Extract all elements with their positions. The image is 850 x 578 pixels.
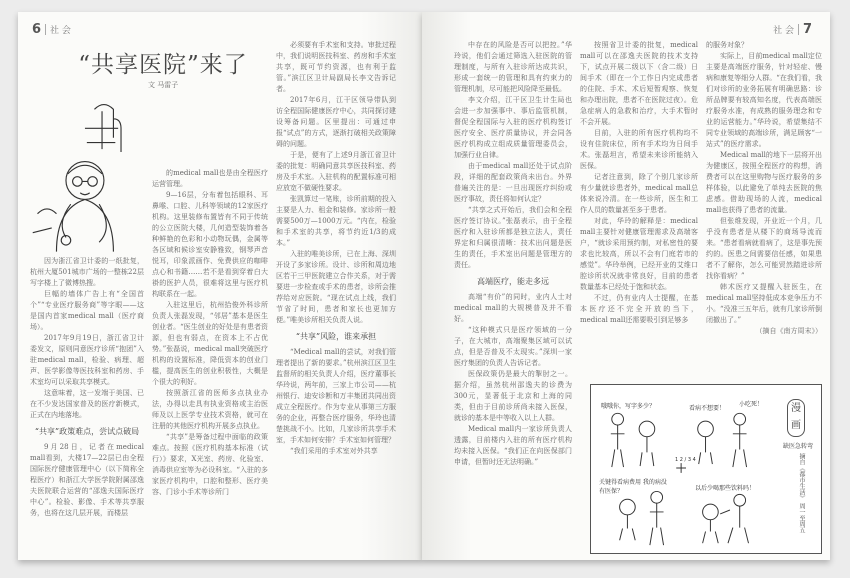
- paragraph: 2017年6月，江干区领导带队到访全程国际健康医疗中心，共同探讨建设筹备问题。区里提出：可通过申报“试点”的方式，逐渐打破相关政策障碍的问题。: [276, 96, 396, 148]
- paragraph: 按照省卫计委的批复，medical mall可以在邵逸夫医院的技术支持下，试点开展二级以下（含二级）日间手术（即在一个工作日内完成患者的住院、手术、术后短暂观察、恢复和办理出院，患者不在医院过夜）。危急症病人的急救和治疗，大手术暂时不会开展。: [580, 41, 698, 126]
- comic-drawings: [591, 385, 781, 551]
- comic-strip: [590, 384, 822, 554]
- comic-label: 漫画: [787, 399, 805, 437]
- paragraph: “共享”是筹备过程中面临的政策难点。按照《医疗机构基本标准（试行）》要求，X光室、药房、化验室、消毒供应室等为必设科室。“入驻的多家医疗机构中，口腔和整形、医疗美容、门诊小手术等诊所门: [152, 433, 268, 496]
- paragraph: 的服务对象？: [706, 41, 748, 49]
- paragraph: “我们采用的手术室对外共享: [290, 447, 378, 455]
- paragraph: 的medical mall也是由全程医疗运营管理。: [152, 169, 268, 188]
- folio-divider: [798, 24, 799, 35]
- paragraph: 入驻这里后，杭州拾俊外科诊所负责人张磊发现，“邻居”基本是医生创业者。“医生创业的好处是有患者资源，但也有弱点，在资本上不占优势。”张磊说，medical mall突破医疗机构的设置标准，降低资本的创业门槛，提高医生的创业积极性，大概是个很大的利好。: [152, 301, 268, 386]
- section-name: 社 会: [773, 26, 794, 36]
- paragraph: “Medical mall的尝试，对我们管理者提出了新的要求。”杭州滨江区卫生监督所的相关负责人介绍，医疗董事长华玲说，两年前，三家上市公司——杭州银行、迪安诊断和万丰集团共同出资成立全程医疗。作为专业从事第三方服务的企业，再整合医疗服务，华玲也清楚挑战不小。比如，几家诊所共享手术室，手术如何安排？手术室如何管理？: [276, 348, 396, 444]
- paragraph: 实际上，目前medical mall定位主要是高端医疗服务，针对轻症、慢病和康复等细分人群。“在我们看，我们对诊所的业务拓展有明确思路：诊所品牌要有较高知名度，代表高端医疗服务水准，有成熟的服务理念和专业的运营能力。”华玲说，希望集结不同专业领域的高端诊所，满足顾客“一站式”的医疗需求。: [706, 52, 822, 148]
- comic-panel-4: [703, 494, 749, 543]
- article-column-2: [152, 168, 268, 498]
- comic-panel-2: [698, 413, 747, 467]
- paragraph: 9月28日，记者在medical mall看到，大楼17—22层已由全程国际医疗健康管理中心（以下简称全程医疗）和浙江大学医学院附属邵逸夫医院联合运营的“邵逸夫国际医疗中心”。检验、影像、手术等共享服务，也将在这几层开展，而楼层: [30, 443, 144, 517]
- page-folio: [32, 22, 71, 37]
- paragraph: 对此，华玲的解释是：medical mall主要针对健康管理需求及高端客户，“就诊采用预约制，对私密性的要求也比较高，所以不会有门庭若市的感觉”。华玲举例，已经开业的艾维口腔诊所状况就非常良好，目前的患者数量基本已经处于饱和状态。: [580, 217, 698, 291]
- section-subheading: 高端医疗，能走多远: [477, 277, 549, 286]
- paragraph: 9—16层，分布着包括眼科、耳鼻喉、口腔、儿科等领域的12家医疗机构。这里装修布置皆有不同于传统的公立医院大楼，几何造型装饰着各种鲜艳的色彩和小动物玩偶，金属等各区域和候诊室安静雅致，钢琴声音悦耳，印象派画作、免费供应的咖啡点心和书籍……若不是看到穿着白大褂的医护人员，很难将这里与医疗机构联系在一起。: [152, 191, 268, 298]
- paragraph: 入驻的唯美诊所，已在上海、深圳开设了多家诊所。设计、诊所和周边地区若干三甲医院建立合作关系，对于需要进一步检查或手术的患者，诊所会推荐给对应医院。“现在试点上线，我们节省了时间，患者和家长也更加方便。”唯美诊所相关负责人说。: [276, 250, 396, 324]
- paragraph: 记者注意到，除了个别几家诊所有少量就诊患者外，medical mall总体来说冷清。在一些诊所，医生和工作人员的数量甚至多于患者。: [580, 173, 698, 214]
- comic-caption-4: 以后少喝那些饮料吗！: [695, 485, 756, 492]
- comic-source: 摘自《都市生活》: [798, 453, 805, 501]
- paragraph: Medical mall内一家诊所负责人透露，目前楼内入驻的所有医疗机构均未接入医保。“我们正在向医保部门申请，但暂时还无法明确。”: [454, 425, 572, 466]
- doctor-sketch-illustration: [28, 90, 140, 252]
- paragraph: 不过，仍有业内人士提醒，在基本医疗还不完全开放的当下，medical mall还需要吸引到足够多: [580, 294, 698, 324]
- comic-subtitle: 缺医急转弯: [783, 443, 814, 450]
- folio-divider: [45, 24, 46, 35]
- comic-artist: 周一至周五: [798, 503, 805, 533]
- paragraph: “这种模式只是医疗领域的一分子，在大城市，高端聚集区域可以试点，但是否普及不太现实。”深圳一家医疗集团的负责人告诉记者。: [454, 326, 572, 367]
- paragraph: 必须要有手术室和支持。审批过程中，我们说明医技科室、药房和手术室共享，既可节约资源，也有利于监管。”滨江区卫计局副局长李文告诉记者。: [276, 41, 396, 93]
- paragraph: 因为浙江省卫计委的一纸批复，杭州大厦501城市广场的一整栋22层写字楼上了微博热搜。: [30, 257, 144, 287]
- page-number: 7: [802, 22, 812, 37]
- paragraph: Medical mall的地下一层将开出为健康区，按照全程医疗的构想，消费者可以在这里购物与医疗服务的多样体验，以此避免了单纯去医院的焦虑感。借助现场的人流，medical mall也获得了患者的流量。: [706, 151, 822, 214]
- section-name: 社 会: [50, 26, 71, 36]
- paragraph: 按照浙江省的医师多点执业办法，办得以走具有执业资格或主治医师及以上医学专业技术资格，就可在注册的其他医疗机构开展多点执业。: [152, 389, 268, 430]
- source-credit: （摘自《南方周末》）: [755, 327, 822, 335]
- paragraph: “共享之式开始后，我们会和全程医疗签订协议。”张磊表示，由于全程医疗和入驻诊所都是独立法人，责任界定和归属很清晰：技术出问题是医生的责任，手术室出问题是管理方的责任。: [454, 206, 572, 269]
- paragraph: 但张维发现，开业近一个月，几乎没有患者是从楼下的商场导流而来。“患者看病就看病了，这是事先预约的。医患之间需要信任感，如果患者不了解你，怎么可能贸然踏进诊所找你看病？”: [706, 217, 822, 280]
- comic-caption-1: 哦哦你，写字多少？: [601, 403, 656, 410]
- article-column-4: [454, 40, 572, 468]
- article-column-5: [580, 40, 698, 326]
- paragraph: 由于medical mall还处于试点阶段，详细的配套政策尚未出台。外界普遍关注的是：一旦出现医疗纠纷或医疗事故，责任将如何认定？: [454, 162, 572, 203]
- page-folio: [773, 22, 812, 37]
- article-column-1: [30, 256, 144, 519]
- article-column-3: [276, 40, 396, 457]
- paragraph: 巨幅的墙体广告上有“全国首个”“专业医疗服务商”等字眼——这是国内首家medical mall（医疗商场）。: [30, 290, 144, 331]
- article-title: “共享医院”来了: [78, 52, 248, 78]
- paragraph: 这意味着，这一发端于美国、已在不少发达国家普及的医疗新模式，正式在内地落地。: [30, 389, 144, 419]
- article-column-6: [706, 40, 822, 337]
- paragraph: 于是，便有了上述9月浙江省卫计委的批复：明确同意共享医技科室、药房及手术室。入驻机构的配置标准可相应放宽不做硬性要求。: [276, 151, 396, 192]
- panel-divider-cross: [676, 463, 686, 473]
- comic-panel-1: [611, 413, 655, 467]
- comic-caption-2b: 小吃死！: [739, 401, 764, 408]
- byline: 文 马雷子: [148, 81, 179, 89]
- section-subheading: “共享”风险，谁来承担: [295, 332, 377, 341]
- paragraph: 目前，入驻的所有医疗机构均不设有住院床位，所有手术均为日间手术。张磊坦言，希望未来诊所能纳入医保。: [580, 129, 698, 170]
- paragraph: 医保政策仍是最大的掣肘之一。据介绍，虽然杭州邵逸夫的诊费为300元，显著低于北京和上海的同类，但由于目前诊所尚未接入医保，就诊的基本是中等收入以上人群。: [454, 370, 572, 422]
- paragraph: 高端“有价”的同时，业内人士对medical mall的大规模普及并不看好。: [454, 293, 572, 323]
- comic-caption-3: 关键得看病费用 我的病没有医保？: [599, 479, 667, 495]
- page-number: 6: [32, 22, 42, 37]
- paragraph: 2017年9月19日，浙江省卫计委发文，原则同意医疗诊所“抱团”入驻medical mall，检验、病理、超声、医学影像等医技科室和药房、手术室均可以采取共享模式。: [30, 334, 144, 386]
- panel-order-mark: 1 2 / 3 4: [675, 457, 696, 463]
- paragraph: 韩术医疗又提醒入驻医生，在medical mall坚持低成本竞争压力不小。“没准三五年后，就有几家诊所倒闭撤出了。”: [706, 283, 822, 324]
- comic-panel-3: [620, 491, 664, 545]
- paragraph: 张凯算过一笔账，诊所前期的投入主要是人力、租金和装修。家诊所一般需要500万—1000万元。“内在，检验和手术室的共享，将节约近1/3的成本。”: [276, 195, 396, 247]
- section-subheading: “共享”政策难点，尝试点破局: [34, 427, 140, 436]
- left-page: [18, 12, 422, 560]
- comic-caption-2a: 看病不想要！: [689, 405, 726, 412]
- paragraph: 中存在的风险是否可以把控。”华玲说，他们会通过筛选入驻医院的管理制度，与所有入驻诊所达成共识，形成一套统一的管理和具有约束力的管理机制，尽可能把风险降至最低。: [454, 41, 572, 93]
- paragraph: 李文介绍，江干区卫生计生局也会进一步加强事中、事后监管机制，督促全程国际与入驻的医疗机构签订医疗安全、医疗质量协议，并会同各医疗机构成立组成质量管理委员会，加强行业自律。: [454, 96, 572, 159]
- right-page: [422, 12, 830, 560]
